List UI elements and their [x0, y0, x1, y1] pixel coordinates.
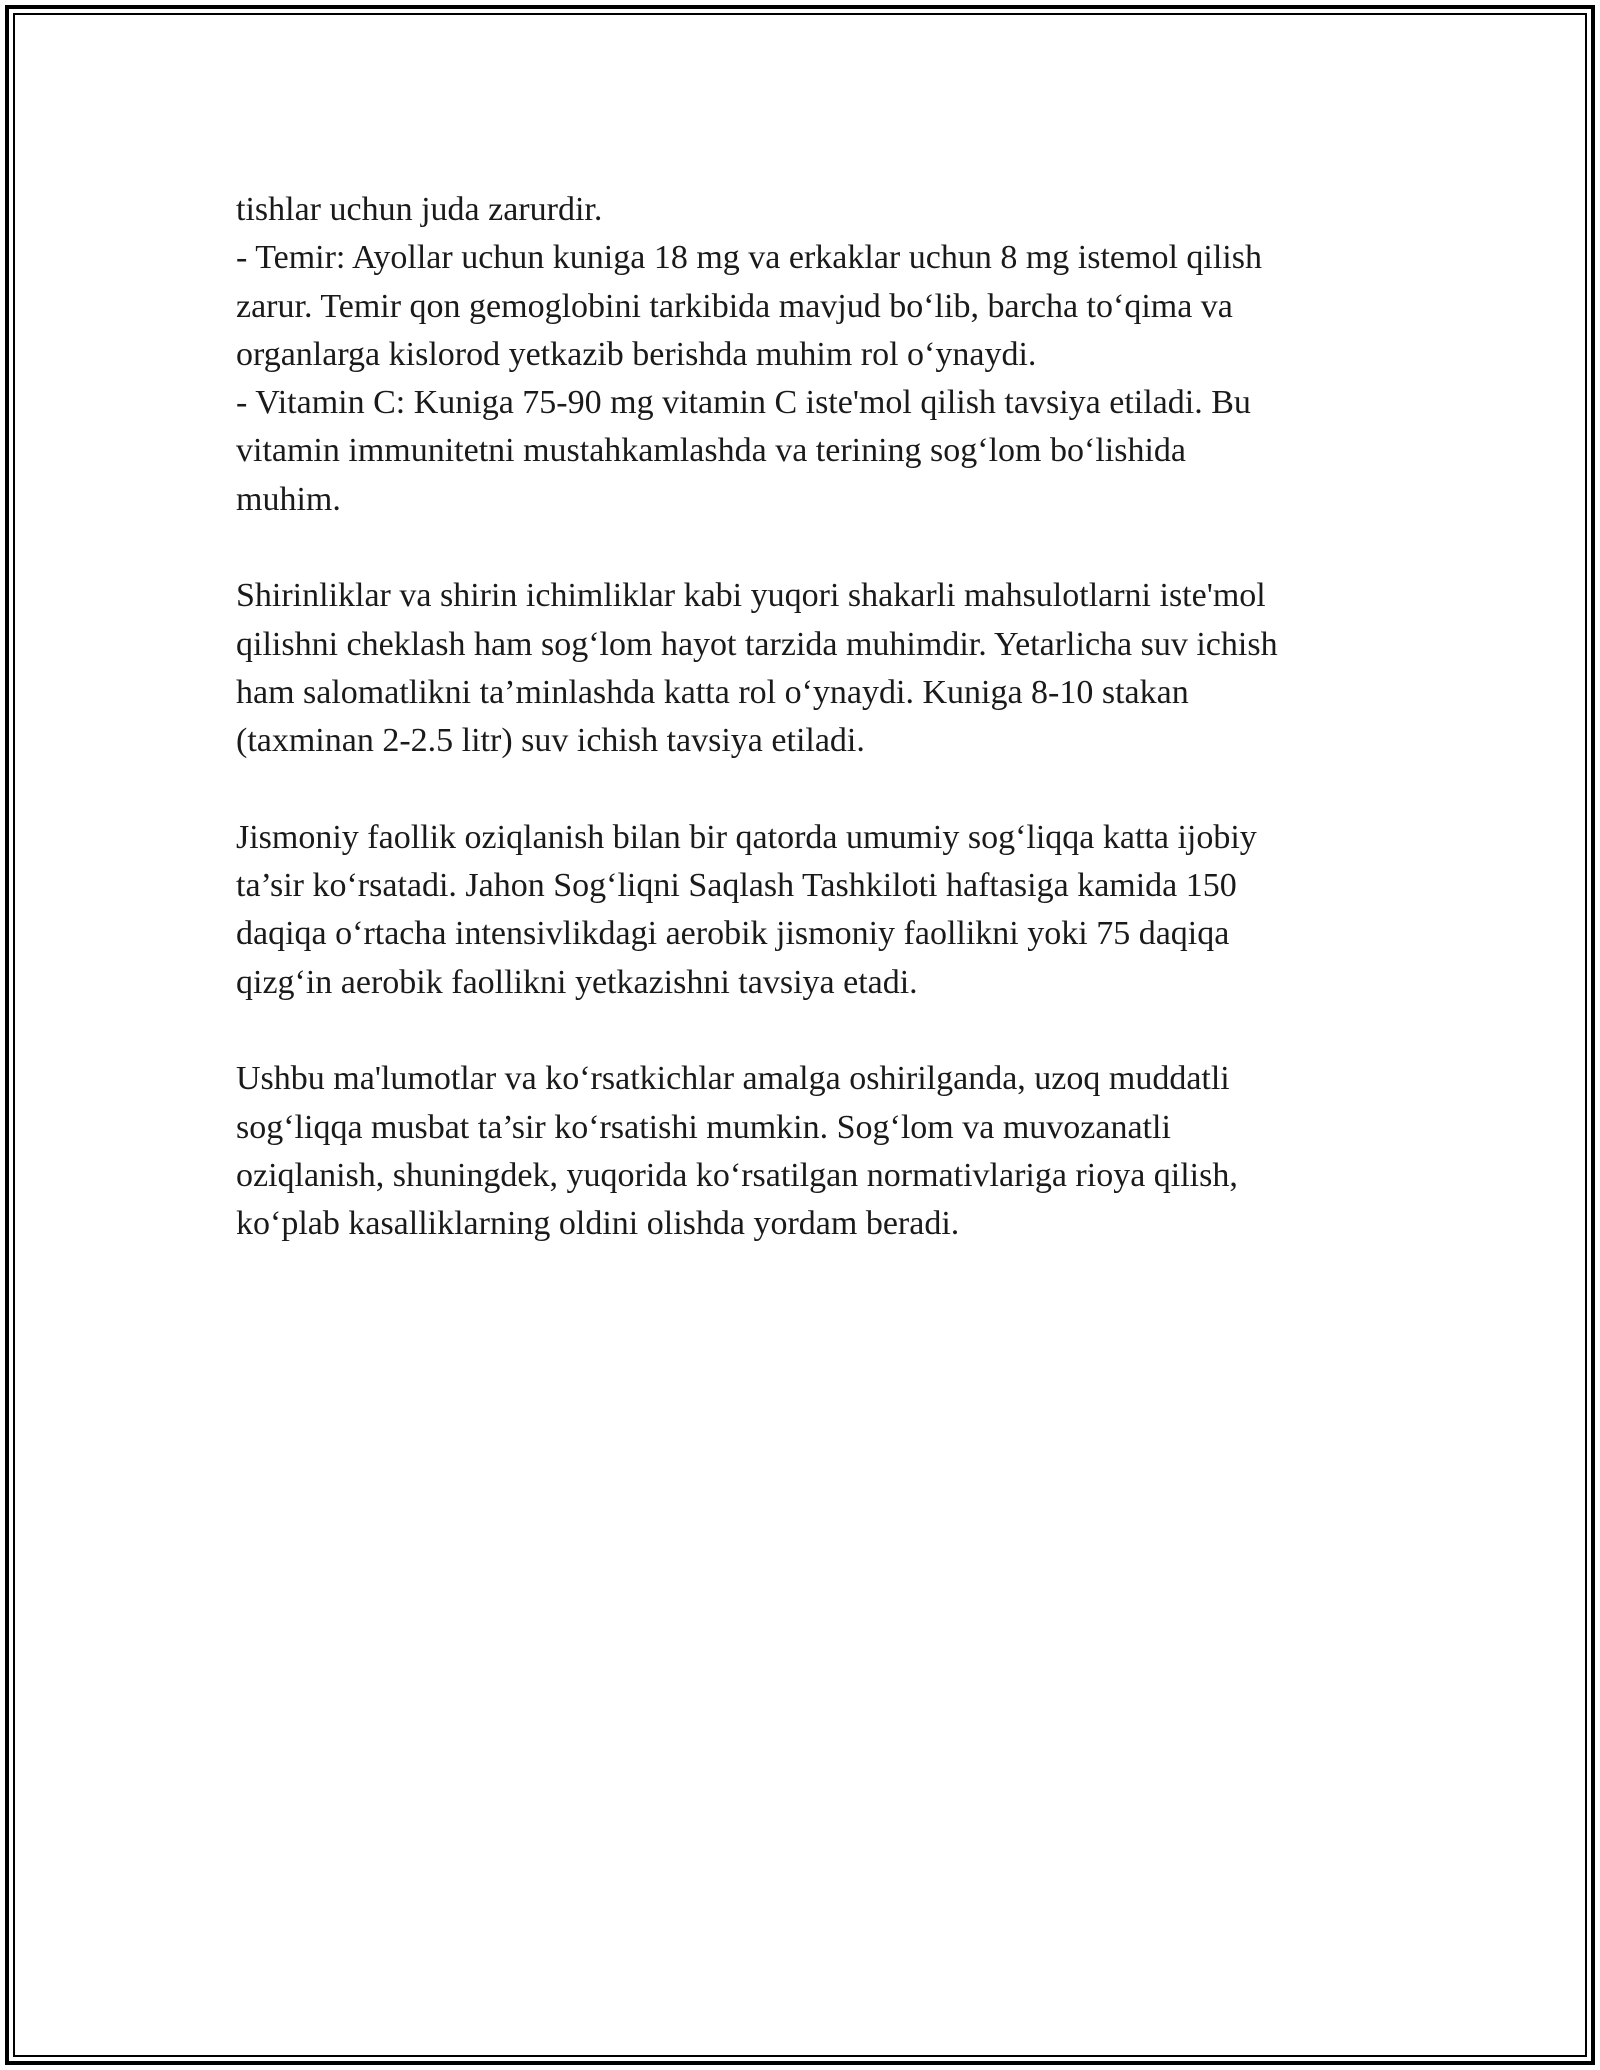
- text-line: tishlar uchun juda zarurdir.: [236, 191, 603, 228]
- text-line: qilishni cheklash ham sogʻlom hayot tarzida muhimdir. Yetarlicha suv ichish: [236, 625, 1278, 663]
- text-line: Jismoniy faollik oziqlanish bilan bir qatorda umumiy sogʻliqqa katta ijobiy: [236, 818, 1257, 856]
- text-line: ta’sir koʻrsatadi. Jahon Sogʻliqni Saqlash Tashkiloti haftasiga kamida 150: [236, 867, 1237, 905]
- paragraph-sugar-water: [236, 572, 1416, 765]
- text-line: zarur. Temir qon gemoglobini tarkibida mavjud boʻlib, barcha toʻqima va: [236, 287, 1233, 325]
- text-line: koʻplab kasalliklarning oldini olishda yordam beradi.: [236, 1205, 960, 1243]
- paragraph-conclusion: [236, 1055, 1416, 1248]
- text-line: organlarga kislorod yetkazib berishda muhim rol oʻynaydi.: [236, 335, 1037, 373]
- text-line: - Vitamin C: Kuniga 75-90 mg vitamin C iste'mol qilish tavsiya etiladi. Bu: [236, 384, 1251, 422]
- text-line: Ushbu ma'lumotlar va koʻrsatkichlar amalga oshirilganda, uzoq muddatli: [236, 1060, 1230, 1098]
- text-line: muhim.: [236, 480, 341, 518]
- document-body: [236, 186, 1416, 1249]
- text-line: Shirinliklar va shirin ichimliklar kabi yuqori shakarli mahsulotlarni iste'mol: [236, 577, 1266, 615]
- text-line: oziqlanish, shuningdek, yuqorida koʻrsatilgan normativlariga rioya qilish,: [236, 1156, 1238, 1194]
- text-line: vitamin immunitetni mustahkamlashda va terining sogʻlom boʻlishida: [236, 432, 1186, 470]
- text-line: daqiqa oʻrtacha intensivlikdagi aerobik jismoniy faollikni yoki 75 daqiqa: [236, 915, 1230, 953]
- text-line: qizgʻin aerobik faollikni yetkazishni tavsiya etadi.: [236, 963, 918, 1001]
- paragraph-physical-activity: [236, 814, 1416, 1007]
- text-line: ham salomatlikni ta’minlashda katta rol oʻynaydi. Kuniga 8-10 stakan: [236, 673, 1189, 711]
- text-line: - Temir: Ayollar uchun kuniga 18 mg va erkaklar uchun 8 mg istemol qilish: [236, 239, 1262, 277]
- text-line: sogʻliqqa musbat ta’sir koʻrsatishi mumkin. Sogʻlom va muvozanatli: [236, 1108, 1171, 1146]
- paragraph-nutrients-list: [236, 186, 1416, 524]
- text-line: (taxminan 2-2.5 litr) suv ichish tavsiya etiladi.: [236, 722, 865, 760]
